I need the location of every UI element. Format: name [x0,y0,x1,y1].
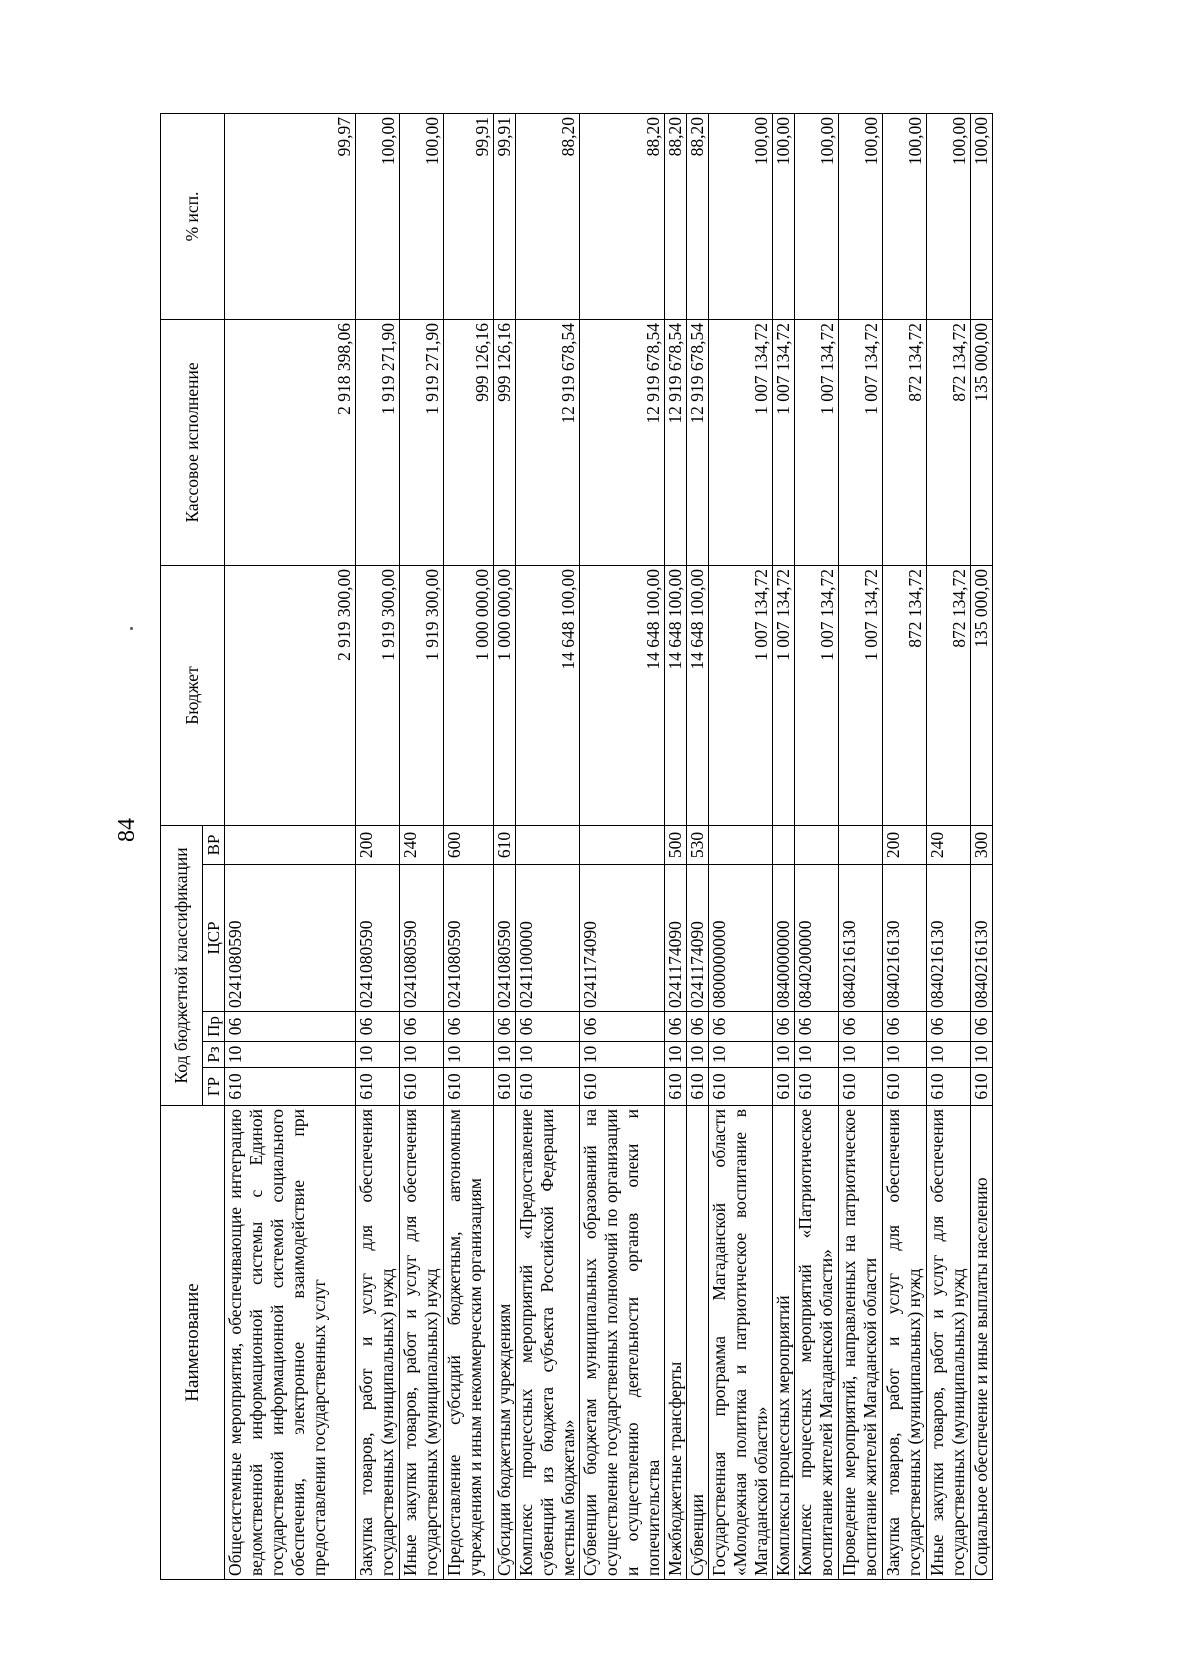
row-name: Предоставление субсидий бюджетным, автономным учреждениям и иным некоммерческим организациям [444,1106,494,1580]
row-name: Государственная программа Магаданской области «Молодежная политика и патриотическое воспитание в Магаданской области» [709,1106,773,1580]
table-row [709,113,773,1579]
row-rz: 10 [839,1042,883,1068]
budget-table [160,113,993,1580]
table-row [795,113,839,1579]
row-percent: 99,97 [225,113,356,319]
row-cash: 872 134,72 [883,319,927,565]
table-row [400,113,444,1579]
row-budget: 1 000 000,00 [494,565,516,825]
header-pr: Пр [203,1012,225,1042]
row-cash: 872 134,72 [927,319,971,565]
header-percent: % исп. [161,113,225,319]
row-cash: 1 007 134,72 [773,319,795,565]
row-name: Закупка товаров, работ и услуг для обеспечения государственных (муниципальных) нужд [883,1106,927,1580]
row-csr: 0840000000 [773,865,795,1012]
row-budget: 1 007 134,72 [795,565,839,825]
row-vr: 200 [883,825,927,864]
row-csr: 0241080590 [444,865,494,1012]
row-budget: 135 000,00 [971,565,993,825]
row-vr: 500 [665,825,687,864]
row-gr: 610 [444,1068,494,1106]
row-gr: 610 [400,1068,444,1106]
row-vr: 240 [400,825,444,864]
row-rz: 10 [687,1042,709,1068]
row-percent: 100,00 [839,113,883,319]
row-rz: 10 [665,1042,687,1068]
row-vr [773,825,795,864]
row-name: Иные закупки товаров, работ и услуг для обеспечения государственных (муниципальных) нужд [400,1106,444,1580]
row-csr: 0840200000 [795,865,839,1012]
table-row [883,113,927,1579]
row-pr: 06 [665,1012,687,1042]
row-csr: 0241174090 [687,865,709,1012]
row-gr: 610 [971,1068,993,1106]
row-budget: 1 919 300,00 [400,565,444,825]
row-vr: 610 [494,825,516,864]
row-csr: 0840216130 [927,865,971,1012]
row-csr: 0241080590 [356,865,400,1012]
row-rz: 10 [356,1042,400,1068]
row-name: Субсидии бюджетным учреждениям [494,1106,516,1580]
row-gr: 610 [773,1068,795,1106]
row-rz: 10 [795,1042,839,1068]
row-name: Комплекс процессных мероприятий «Патриотическое воспитание жителей Магаданской области» [795,1106,839,1580]
row-percent: 100,00 [795,113,839,319]
row-vr: 600 [444,825,494,864]
row-percent: 100,00 [971,113,993,319]
row-cash: 12 919 678,54 [580,319,665,565]
table-row [773,113,795,1579]
row-budget: 1 007 134,72 [839,565,883,825]
row-rz: 10 [400,1042,444,1068]
header-name: Наименование [161,1106,225,1580]
table-row [687,113,709,1579]
row-budget: 1 007 134,72 [709,565,773,825]
row-budget: 1 000 000,00 [444,565,494,825]
row-pr: 06 [927,1012,971,1042]
header-budget: Бюджет [161,565,225,825]
row-name: Комплекс процессных мероприятий «Предоставление субвенций из бюджета субъекта Российской Федерации местным бюджетам» [516,1106,580,1580]
row-csr: 0241080590 [400,865,444,1012]
row-cash: 12 919 678,54 [516,319,580,565]
row-pr: 06 [773,1012,795,1042]
table-row [444,113,494,1579]
row-gr: 610 [665,1068,687,1106]
row-pr: 06 [494,1012,516,1042]
row-gr: 610 [709,1068,773,1106]
row-gr: 610 [795,1068,839,1106]
row-csr: 0800000000 [709,865,773,1012]
header-gr: ГР [203,1068,225,1106]
row-name: Субвенции бюджетам муниципальных образований на осуществление государственных полномочий по организации и осуществлению деятельности органов опеки и попечительства [580,1106,665,1580]
row-budget: 14 648 100,00 [687,565,709,825]
table-row [665,113,687,1579]
scan-speck [130,627,133,630]
row-vr [709,825,773,864]
row-vr: 200 [356,825,400,864]
row-budget: 14 648 100,00 [665,565,687,825]
row-name: Закупка товаров, работ и услуг для обеспечения государственных (муниципальных) нужд [356,1106,400,1580]
row-pr: 06 [225,1012,356,1042]
row-pr: 06 [400,1012,444,1042]
row-rz: 10 [927,1042,971,1068]
row-budget: 2 919 300,00 [225,565,356,825]
row-rz: 10 [773,1042,795,1068]
table-row [356,113,400,1579]
row-name: Межбюджетные трансферты [665,1106,687,1580]
row-percent: 100,00 [356,113,400,319]
row-gr: 610 [356,1068,400,1106]
row-gr: 610 [516,1068,580,1106]
row-name: Общесистемные мероприятия, обеспечивающие интеграцию ведомственной информационной системы с Единой государственной информационной системой социального обеспечения, электронное взаимодействие при предоставлении государственных услуг [225,1106,356,1580]
row-cash: 2 918 398,06 [225,319,356,565]
row-csr: 0241080590 [494,865,516,1012]
row-percent: 100,00 [400,113,444,319]
table-row [839,113,883,1579]
row-vr [580,825,665,864]
row-cash: 1 919 271,90 [356,319,400,565]
row-rz: 10 [883,1042,927,1068]
row-percent: 88,20 [687,113,709,319]
row-csr: 0840216130 [971,865,993,1012]
row-cash: 999 126,16 [444,319,494,565]
row-rz: 10 [494,1042,516,1068]
row-cash: 12 919 678,54 [687,319,709,565]
header-csr: ЦСР [203,865,225,1012]
table-row [516,113,580,1579]
rotated-table-container [160,114,1160,1580]
row-name: Комплексы процессных мероприятий [773,1106,795,1580]
row-budget: 14 648 100,00 [516,565,580,825]
row-percent: 100,00 [773,113,795,319]
row-pr: 06 [687,1012,709,1042]
row-percent: 88,20 [580,113,665,319]
row-budget: 872 134,72 [883,565,927,825]
row-vr [839,825,883,864]
row-pr: 06 [709,1012,773,1042]
row-cash: 1 007 134,72 [839,319,883,565]
table-row [971,113,993,1579]
row-pr: 06 [883,1012,927,1042]
row-csr: 0840216130 [839,865,883,1012]
row-cash: 12 919 678,54 [665,319,687,565]
header-vr: ВР [203,825,225,864]
row-csr: 0241100000 [516,865,580,1012]
row-name: Социальное обеспечение и иные выплаты населению [971,1106,993,1580]
row-percent: 99,91 [444,113,494,319]
row-gr: 610 [225,1068,356,1106]
row-gr: 610 [580,1068,665,1106]
row-name: Субвенции [687,1106,709,1580]
row-pr: 06 [839,1012,883,1042]
row-percent: 88,20 [516,113,580,319]
row-percent: 100,00 [883,113,927,319]
row-gr: 610 [927,1068,971,1106]
table-row [494,113,516,1579]
row-vr: 530 [687,825,709,864]
row-budget: 14 648 100,00 [580,565,665,825]
row-rz: 10 [516,1042,580,1068]
row-cash: 1 007 134,72 [795,319,839,565]
row-csr: 0241174090 [665,865,687,1012]
row-rz: 10 [709,1042,773,1068]
header-code-group: Код бюджетной классификации [161,825,203,1105]
row-name: Иные закупки товаров, работ и услуг для обеспечения государственных (муниципальных) нужд [927,1106,971,1580]
row-pr: 06 [516,1012,580,1042]
row-pr: 06 [356,1012,400,1042]
row-rz: 10 [444,1042,494,1068]
row-budget: 1 919 300,00 [356,565,400,825]
row-cash: 135 000,00 [971,319,993,565]
row-vr: 240 [927,825,971,864]
row-csr: 0241174090 [580,865,665,1012]
row-cash: 999 126,16 [494,319,516,565]
row-percent: 88,20 [665,113,687,319]
row-cash: 1 919 271,90 [400,319,444,565]
row-percent: 100,00 [709,113,773,319]
row-budget: 872 134,72 [927,565,971,825]
row-vr [795,825,839,864]
row-percent: 99,91 [494,113,516,319]
row-percent: 100,00 [927,113,971,319]
table-row [225,113,356,1579]
row-pr: 06 [795,1012,839,1042]
row-vr [225,825,356,864]
row-gr: 610 [839,1068,883,1106]
table-row [580,113,665,1579]
header-rz: Рз [203,1042,225,1068]
page-number: 84 [114,818,140,842]
row-budget: 1 007 134,72 [773,565,795,825]
table-row [927,113,971,1579]
row-rz: 10 [225,1042,356,1068]
row-csr: 0241080590 [225,865,356,1012]
row-csr: 0840216130 [883,865,927,1012]
row-cash: 1 007 134,72 [709,319,773,565]
row-name: Проведение мероприятий, направленных на патриотическое воспитание жителей Магаданской области [839,1106,883,1580]
row-rz: 10 [580,1042,665,1068]
row-vr [516,825,580,864]
row-pr: 06 [971,1012,993,1042]
row-pr: 06 [444,1012,494,1042]
row-gr: 610 [687,1068,709,1106]
row-gr: 610 [883,1068,927,1106]
row-pr: 06 [580,1012,665,1042]
row-vr: 300 [971,825,993,864]
row-gr: 610 [494,1068,516,1106]
row-rz: 10 [971,1042,993,1068]
header-cash: Кассовое исполнение [161,319,225,565]
